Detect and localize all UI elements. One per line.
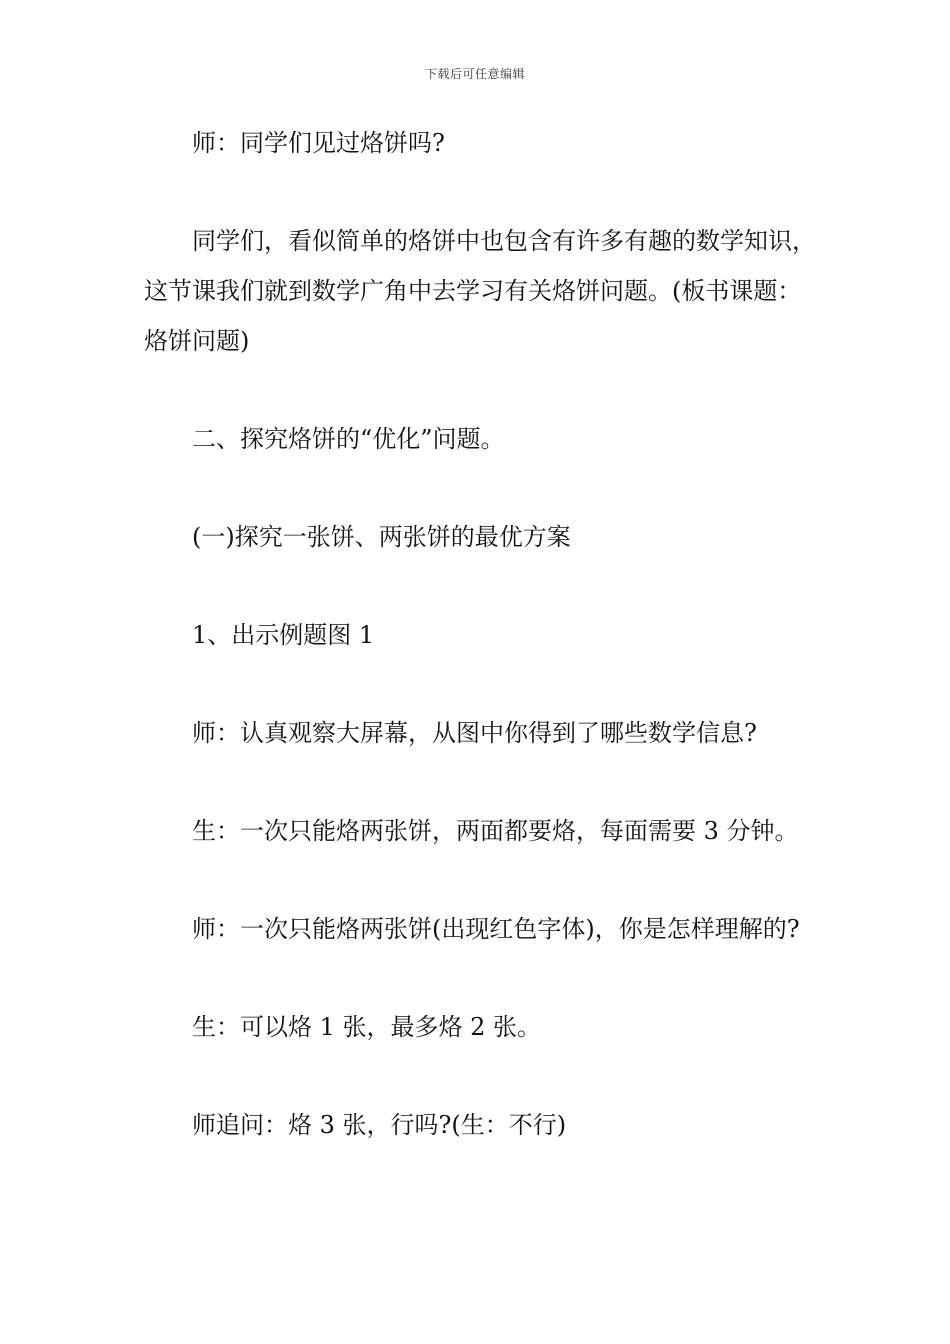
paragraph-3: 二、探究烙饼的“优化”问题。	[192, 425, 505, 453]
paragraph-7: 生：一次只能烙两张饼，两面都要烙，每面需要 3 分钟。	[192, 817, 799, 845]
paragraph-6: 师：认真观察大屏幕，从图中你得到了哪些数学信息?	[192, 719, 757, 747]
paragraph-10: 师追问：烙 3 张，行吗?(生：不行)	[192, 1111, 567, 1139]
page-header-note: 下载后可任意编辑	[424, 67, 525, 81]
paragraph-9: 生：可以烙 1 张，最多烙 2 张。	[192, 1013, 542, 1041]
paragraph-8: 师：一次只能烙两张饼(出现红色字体)，你是怎样理解的?	[192, 915, 800, 943]
paragraph-4: (一)探究一张饼、两张饼的最优方案	[192, 523, 571, 551]
paragraph-2: 同学们，看似简单的烙饼中也包含有许多有趣的数学知识，这节课我们就到数学广角中去学习有关烙饼问题。(板书课题：烙饼问题)	[144, 227, 816, 355]
paragraph-5: 1、出示例题图 1	[192, 621, 375, 649]
document-body	[144, 118, 824, 1150]
paragraph-1: 师：同学们见过烙饼吗?	[192, 129, 445, 157]
